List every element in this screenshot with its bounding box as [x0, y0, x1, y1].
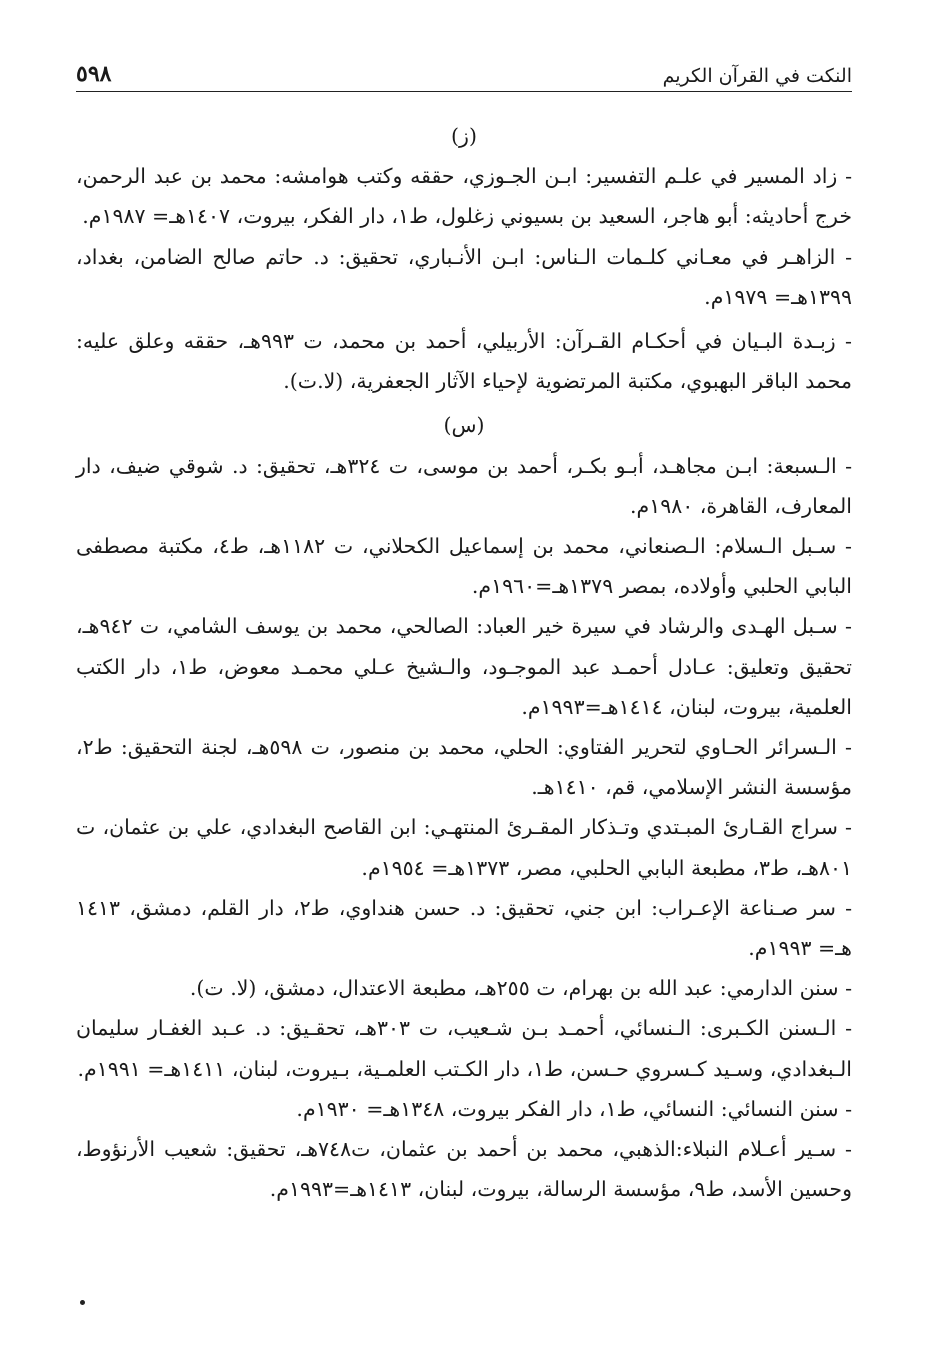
page-header — [76, 56, 852, 92]
page-speck — [80, 1300, 85, 1305]
bibliography-entry: - سـير أعـلام النبلاء:الذهبي، محمد بن أحمد بن عثمان، ت٧٤٨هـ، تحقيق: شعيب الأرنؤوط، وحسين الأسد، ط٩، مؤسسة الرسالة، بيروت، لبنان، ١٤١٣هـ=١٩٩٣م. — [76, 1137, 852, 1202]
bibliography-entry: - زاد المسير في علـم التفسير: ابـن الجـوزي، حققه وكتب هوامشه: محمد بن عبد الرحمن، خرج أحاديثه: أبو هاجر، السعيد بن بسيوني زغلول، ط١، دار الفكر، بيروت، ١٤٠٧هـ= ١٩٨٧م. — [76, 164, 852, 229]
bibliography-entry: - زبـدة البـيان في أحكـام القـرآن: الأربيلي، أحمد بن محمد، ت ٩٩٣هـ، حققه وعلق عليه: محمد الباقر البهبوي، مكتبة المرتضوية لإحياء الآثار الجعفرية، (لا.ت). — [76, 329, 852, 394]
bibliography-entry: - الـسنن الكـبرى: الـنسائي، أحمـد بـن شـعيب، ت ٣٠٣هـ، تحقـيق: د. عـبد الغفـار سليمان الـبغدادي، وسـيد كـسروي حـسن، ط١، دار الكـتب العلمـية، بـيروت، لبنان، ١٤١١هـ= ١٩٩١م. — [76, 1016, 852, 1081]
bibliography-body — [76, 112, 852, 1209]
bibliography-entry: - سراج القـارئ المبـتدي وتـذكار المقـرئ المنتهـي: ابن القاصح البغدادي، علي بن عثمان، ت ٨٠١هـ، ط٣، مطبعة البابي الحلبي، مصر، ١٣٧٣هـ= ١٩٥٤م. — [76, 815, 852, 880]
section-heading-zay: (ز) — [451, 124, 477, 148]
section-heading-seen: (س) — [443, 413, 485, 438]
bibliography-entry: - سنن النسائي: النسائي، ط١، دار الفكر بيروت، ١٣٤٨هـ= ١٩٣٠م. — [296, 1096, 852, 1121]
bibliography-entry: - الزاهـر في معـاني كلـمات الـناس: ابـن الأنـباري، تحقيق: د. حاتم صالح الضامن، بغداد، ١٣٩٩هـ= ١٩٧٩م. — [76, 244, 852, 309]
bibliography-entry: - الـسبعة: ابـن مجاهـد، أبـو بكـر، أحمد بن موسى، ت ٣٢٤هـ، تحقيق: د. شوقي ضيف، دار المعارف، القاهرة، ١٩٨٠م. — [76, 453, 852, 518]
bibliography-entry: - سنن الدارمي: عبد الله بن بهرام، ت ٢٥٥هـ، مطبعة الاعتدال، دمشق، (لا. ت). — [189, 976, 852, 1001]
page-number: ٥٩٨ — [76, 61, 112, 87]
bibliography-entry: - سر صـناعة الإعـراب: ابن جني، تحقيق: د. حسن هنداوي، ط٢، دار القلم، دمشق، ١٤١٣ هـ= ١٩٩٣م. — [76, 895, 853, 961]
running-title: النكت في القرآن الكريم — [662, 65, 852, 87]
bibliography-entry: - الـسرائر الحـاوي لتحرير الفتاوي: الحلي، محمد بن منصور، ت ٥٩٨هـ، لجنة التحقيق: ط٢، مؤسسة النشر الإسلامي، قم، ١٤١٠هـ. — [76, 735, 852, 800]
bibliography-entry: - سـبل الهـدى والرشاد في سيرة خير العباد: الصالحي، محمد بن يوسف الشامي، ت ٩٤٢هـ، تحقيق وتعليق: عـادل أحمـد عبد الموجـود، والـشيخ عـلي محمـد معوض، ط١، دار الكتب العلمية، بيروت، لبنان، ١٤١٤هـ=١٩٩٣م. — [76, 614, 852, 719]
bibliography-entry: - سـبل الـسلام: الـصنعاني، محمد بن إسماعيل الكحلاني، ت ١١٨٢هـ، ط٤، مكتبة مصطفى البابي الحلبي وأولاده، بمصر ١٣٧٩هـ=١٩٦٠م. — [76, 534, 852, 599]
